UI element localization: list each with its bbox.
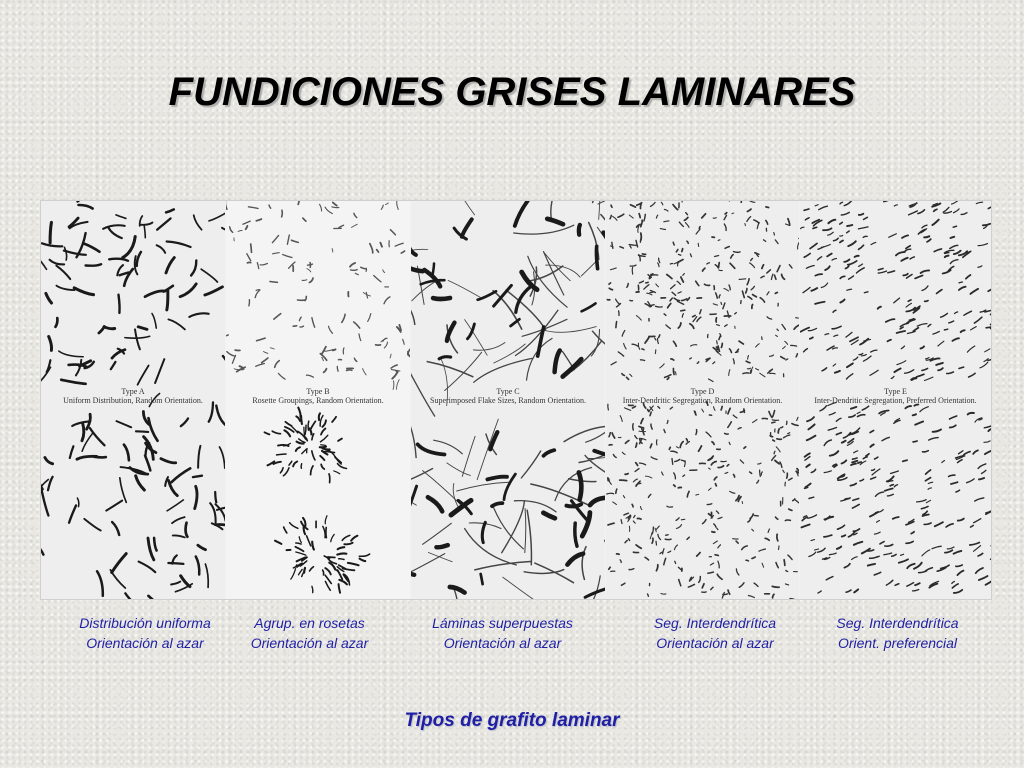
graphite-flake (787, 473, 788, 478)
graphite-flake (636, 443, 637, 447)
micrograph-label (411, 387, 605, 405)
graphite-flake (433, 264, 434, 275)
graphite-flake (721, 406, 722, 410)
graphite-flake (681, 310, 685, 311)
graphite-flake (655, 350, 656, 354)
graphite-flake (249, 300, 250, 306)
graphite-flake (750, 472, 752, 473)
caption-line: Orient. preferencial (837, 635, 958, 651)
graphite-flake (845, 499, 849, 500)
graphite-flake (433, 298, 450, 299)
graphite-flake (193, 476, 202, 477)
graphite-flake (611, 205, 612, 207)
graphite-flake (944, 329, 947, 330)
graphite-flake (167, 290, 168, 310)
graphite-flake (674, 485, 675, 486)
graphite-flake (119, 295, 120, 313)
graphite-flake (681, 519, 685, 520)
graphite-flake (319, 413, 320, 420)
graphite-flake (567, 504, 582, 506)
caption-line: Orientación al azar (443, 635, 562, 651)
graphite-flake (716, 484, 717, 486)
graphite-flake (754, 515, 758, 516)
graphite-flake (745, 224, 746, 226)
graphite-flake (596, 246, 597, 268)
caption-type-b (222, 613, 397, 653)
caption-line: Seg. Interdendrítica (653, 615, 777, 631)
graphite-flake (329, 474, 330, 483)
graphite-flake (742, 502, 743, 504)
graphite-flake (333, 349, 336, 350)
micrograph-label (226, 387, 410, 405)
graphite-flake (608, 404, 609, 410)
caption-type-a (50, 613, 240, 653)
graphite-flake (925, 301, 928, 302)
caption-line: Orientación al azar (656, 635, 774, 651)
graphite-flake (772, 422, 775, 423)
graphite-flake (840, 235, 843, 236)
caption-line: Láminas superpuestas (432, 615, 573, 631)
caption-type-c (405, 613, 600, 653)
graphite-flake (337, 553, 346, 554)
micrograph-type-d (606, 201, 799, 599)
graphite-flake (951, 237, 955, 238)
micrograph-label (800, 387, 991, 405)
micrograph-label (41, 387, 225, 405)
graphite-flake (774, 233, 775, 235)
graphite-flake (725, 433, 729, 434)
graphite-flake (746, 560, 749, 561)
micrograph-type-e (800, 201, 991, 599)
graphite-flake (775, 293, 777, 294)
graphite-flake (282, 210, 283, 217)
graphite-flake (351, 270, 358, 271)
micrograph-label-title: Type E (884, 387, 907, 396)
graphite-flake (270, 282, 278, 283)
graphite-flake (277, 454, 286, 455)
graphite-flake (304, 568, 305, 573)
graphite-flake (751, 370, 752, 373)
graphite-flake (656, 541, 657, 545)
graphite-flake (641, 233, 642, 240)
graphite-flake (698, 243, 699, 246)
graphite-flake (278, 445, 289, 446)
micrograph-label-title: Type B (306, 387, 330, 396)
graphite-flake (625, 474, 628, 475)
graphite-flake (719, 263, 720, 268)
graphite-flake (168, 563, 183, 564)
caption-line: Agrup. en rosetas (254, 615, 365, 631)
graphite-flake (777, 534, 778, 541)
graphite-flake (607, 493, 614, 494)
graphite-flake (661, 594, 666, 595)
graphite-flake (721, 302, 722, 304)
graphite-flake (652, 538, 653, 543)
micrograph-label-desc: Uniform Distribution, Random Orientation. (63, 396, 203, 405)
graphite-flake (682, 249, 683, 252)
micrograph-type-a (41, 201, 225, 599)
graphite-flake (717, 341, 718, 344)
graphite-flake (721, 343, 722, 347)
graphite-flake (328, 557, 335, 558)
graphite-flake (953, 226, 956, 227)
slide-title: FUNDICIONES GRISES LAMINARES (168, 70, 856, 114)
graphite-flake (301, 464, 302, 469)
graphite-flake (890, 485, 893, 486)
graphite-flake (735, 352, 738, 353)
graphite-flake (760, 470, 761, 476)
graphite-flake (326, 527, 327, 537)
caption-type-e (805, 613, 990, 653)
graphite-flake (858, 462, 861, 463)
graphite-flake (717, 325, 720, 326)
caption-line: Seg. Interdendrítica (836, 615, 959, 631)
graphite-flake (642, 349, 644, 350)
graphite-flake (716, 318, 717, 322)
graphite-flake (643, 429, 644, 433)
graphite-flake (650, 274, 651, 278)
micrograph-label-desc: Superimposed Flake Sizes, Random Orientation. (430, 396, 586, 405)
graphite-flake (716, 347, 717, 349)
micrograph-type-b (226, 201, 410, 599)
graphite-flake (669, 447, 670, 449)
graphite-flake (739, 279, 745, 280)
micrograph-label (606, 387, 799, 405)
micrograph-label-desc: Inter-Dendritic Segregation, Random Orientation. (622, 396, 783, 405)
graphite-flake (301, 416, 302, 424)
micrograph-strip (40, 200, 992, 600)
graphite-flake (785, 520, 790, 521)
graphite-flake (959, 282, 962, 283)
graphite-flake (779, 546, 780, 550)
graphite-flake (791, 345, 797, 346)
graphite-flake (320, 447, 326, 448)
graphite-flake (656, 306, 663, 307)
graphite-flake (673, 242, 674, 245)
graphite-flake (579, 472, 582, 499)
graphite-flake (777, 439, 782, 440)
graphite-flake (773, 440, 775, 441)
graphite-flake (743, 373, 749, 374)
caption-line: Orientación al azar (250, 635, 369, 651)
graphite-flake (715, 555, 718, 556)
graphite-flake (302, 280, 307, 281)
graphite-flake (747, 368, 750, 369)
graphite-flake (752, 305, 753, 309)
caption-row (0, 613, 1024, 657)
graphite-flake (323, 448, 330, 449)
graphite-flake (436, 545, 447, 547)
graphite-flake (639, 214, 640, 218)
micrograph-label-title: Type A (121, 387, 145, 396)
graphite-flake (772, 586, 779, 587)
graphite-flake (637, 518, 641, 519)
graphite-flake (778, 429, 779, 433)
graphite-flake (679, 254, 681, 255)
graphite-flake (725, 213, 727, 214)
graphite-flake (734, 252, 741, 253)
micrograph-type-c (411, 201, 605, 599)
graphite-flake (719, 270, 723, 271)
graphite-flake (699, 227, 700, 229)
caption-type-d (620, 613, 810, 653)
graphite-flake (616, 322, 617, 328)
micrograph-label-title: Type D (690, 387, 715, 396)
graphite-flake (411, 573, 414, 575)
graphite-flake (343, 348, 344, 354)
graphite-flake (766, 207, 769, 208)
graphite-flake (696, 430, 697, 435)
graphite-flake (215, 492, 216, 502)
graphite-flake (347, 370, 352, 371)
graphite-flake (903, 460, 907, 461)
graphite-flake (629, 539, 630, 541)
graphite-flake (673, 369, 674, 375)
graphite-flake (640, 204, 641, 208)
graphite-flake (810, 337, 813, 338)
graphite-flake (784, 560, 785, 566)
graphite-flake (50, 222, 51, 242)
micrograph-label-title: Type C (496, 387, 520, 396)
graphite-flake (321, 445, 326, 446)
graphite-flake (579, 225, 580, 235)
graphite-flake (251, 244, 252, 252)
graphite-flake (913, 414, 916, 415)
graphite-flake (632, 504, 633, 507)
graphite-flake (924, 236, 929, 237)
graphite-flake (670, 264, 672, 265)
graphite-flake (666, 535, 669, 536)
caption-line: Orientación al azar (86, 635, 204, 651)
graphite-flake (648, 410, 649, 412)
graphite-flake (646, 282, 648, 283)
caption-line: Distribución uniforma (79, 615, 211, 631)
graphite-flake (633, 424, 634, 430)
graphite-flake (913, 441, 917, 442)
graphite-flake (339, 559, 344, 560)
micrograph-label-desc: Inter-Dendritic Segregation, Preferred Orientation. (814, 396, 977, 405)
micrograph-label-desc: Rosette Groupings, Random Orientation. (252, 396, 384, 405)
graphite-flake (641, 360, 645, 361)
graphite-flake (847, 225, 852, 226)
graphite-flake (136, 431, 148, 432)
graphite-flake (481, 574, 483, 584)
graphite-flake (864, 292, 868, 293)
graphite-flake (616, 489, 617, 493)
graphite-flake (620, 480, 627, 481)
figure-caption: Tipos de grafito laminar (404, 710, 620, 731)
graphite-flake (672, 459, 673, 465)
